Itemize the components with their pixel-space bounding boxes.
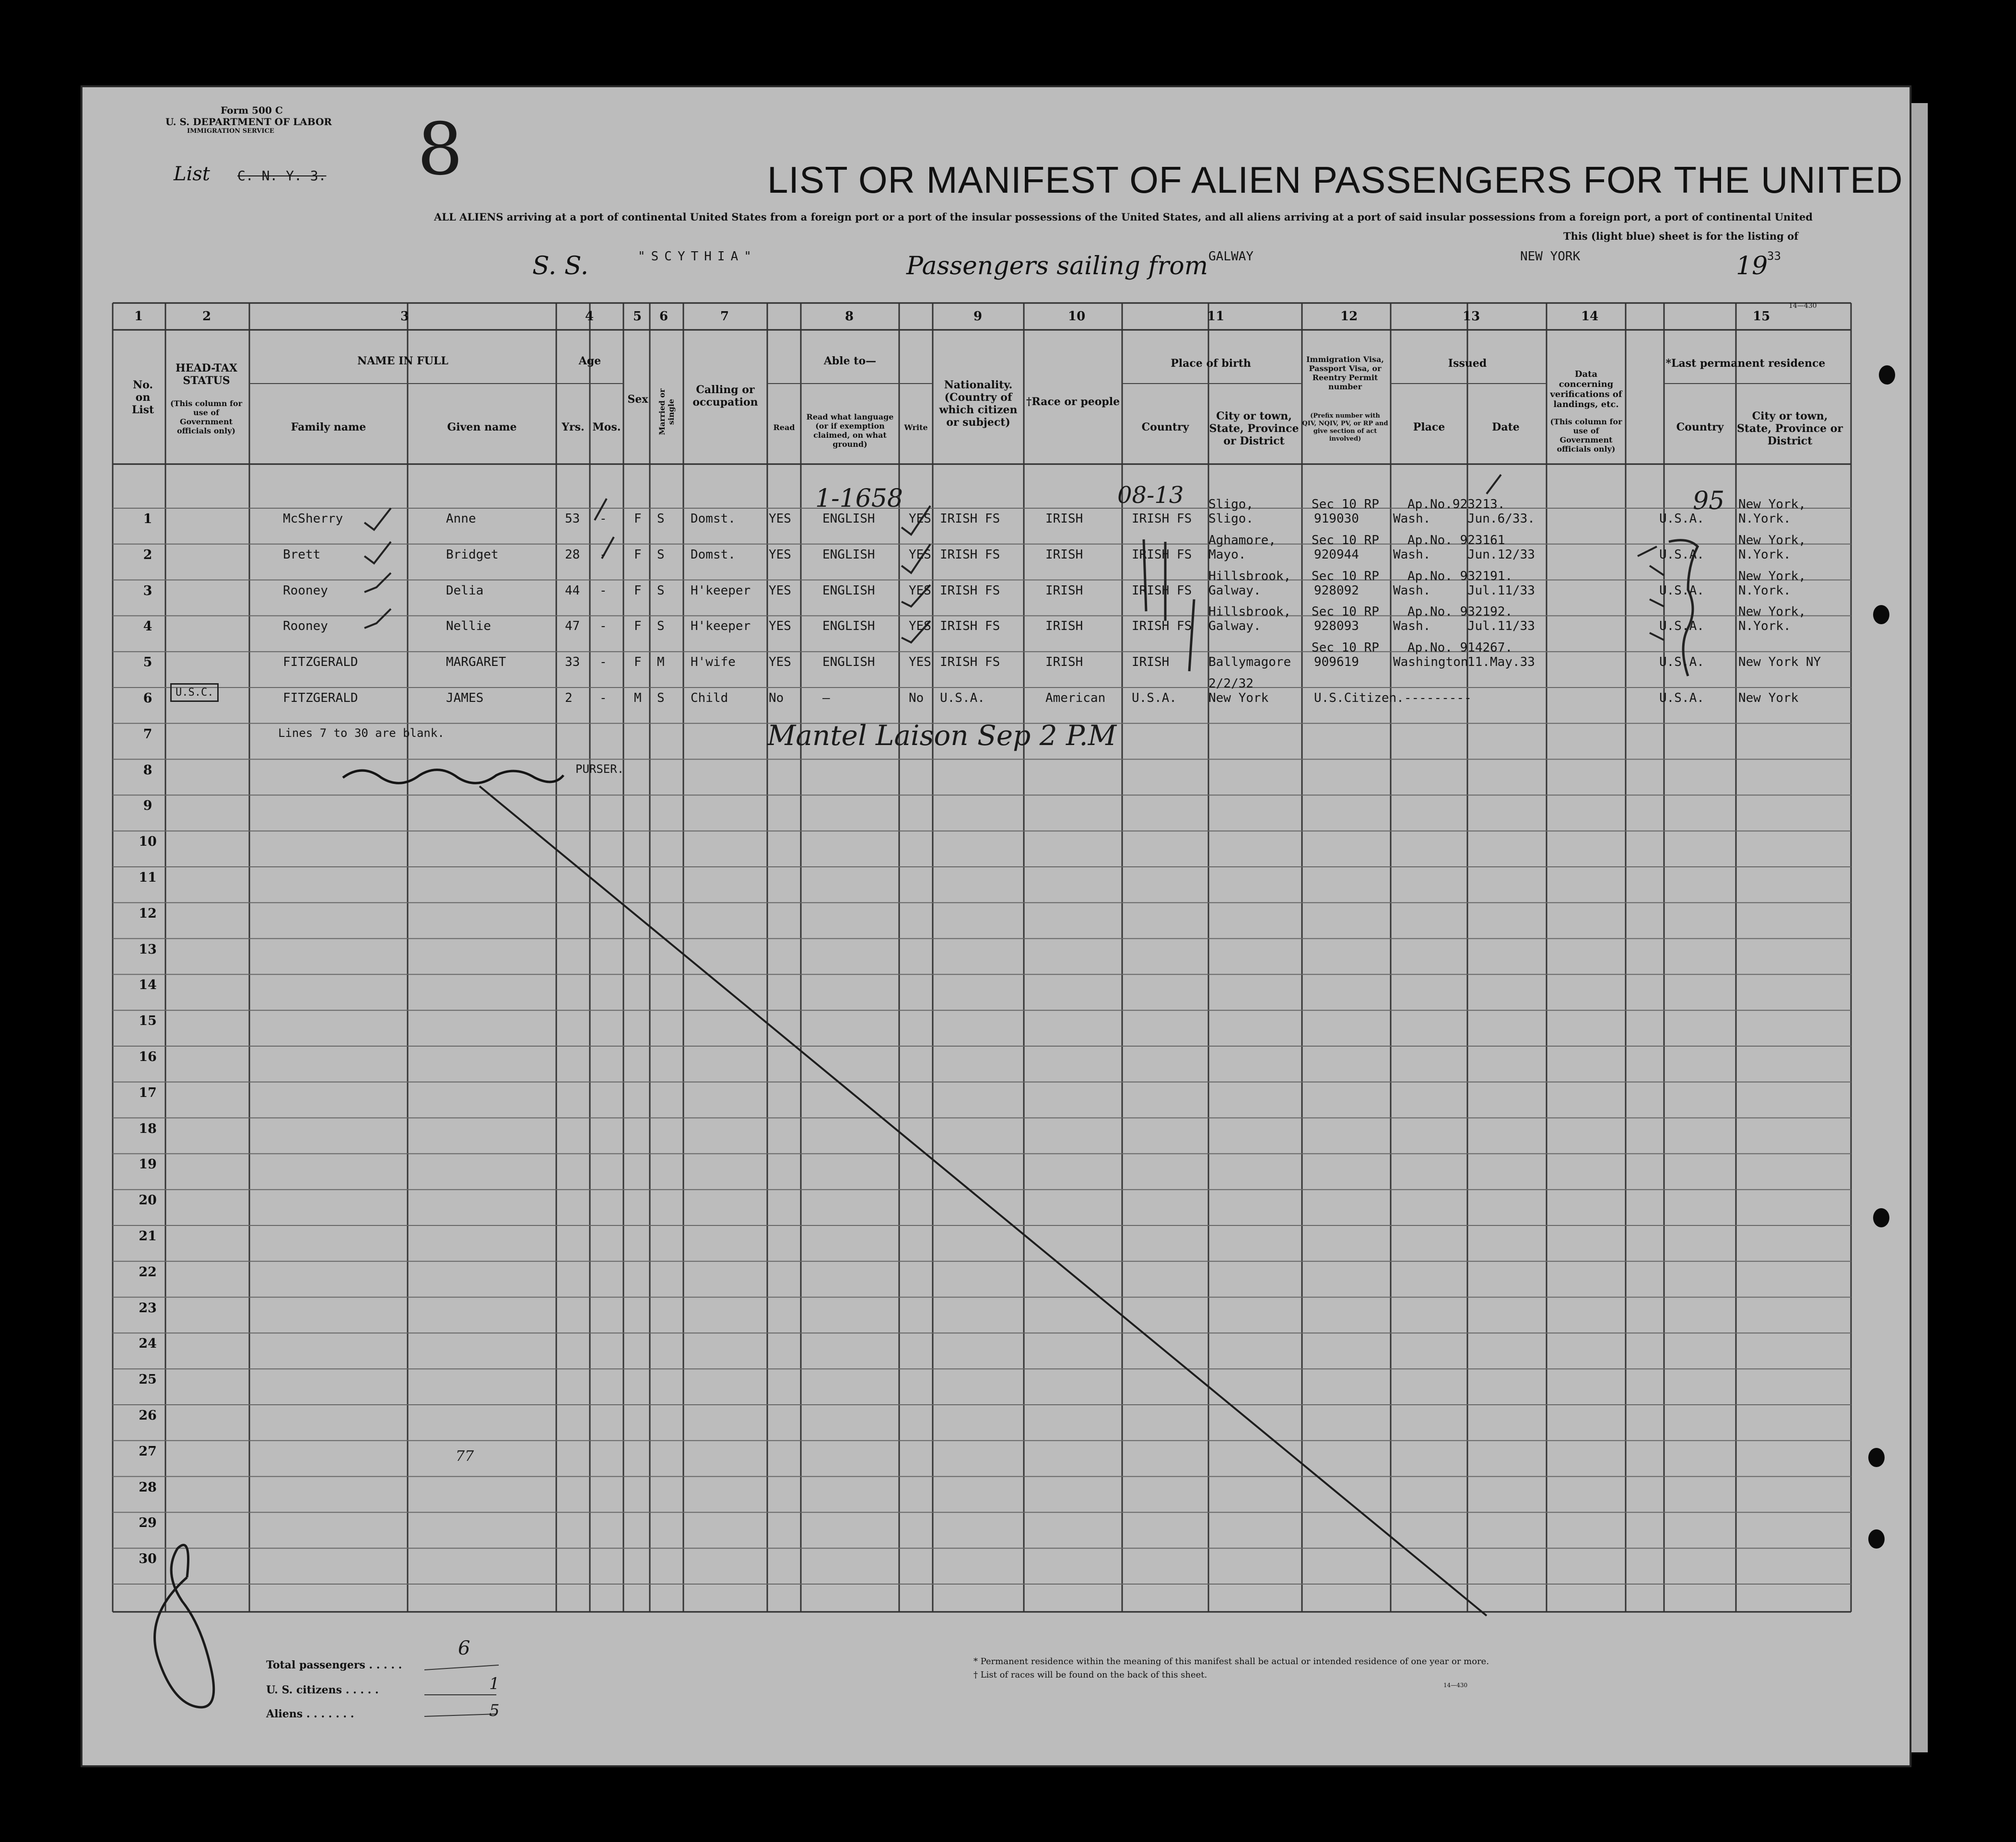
marital-status-cell: M bbox=[657, 655, 665, 670]
department: U. S. DEPARTMENT OF LABOR bbox=[165, 116, 332, 128]
age-months-cell: - bbox=[599, 691, 607, 705]
read-cell: YES bbox=[769, 583, 791, 598]
header-verification-note: (This column for use of Government officials only) bbox=[1550, 417, 1622, 454]
residence-city-line1-cell: New York, bbox=[1738, 569, 1806, 583]
line-number: 16 bbox=[139, 1049, 157, 1064]
header-age: Age bbox=[578, 355, 601, 367]
line-number: 20 bbox=[139, 1193, 157, 1208]
residence-country-cell: U.S.A. bbox=[1659, 691, 1704, 705]
year-prefix: 19 bbox=[1736, 252, 1768, 280]
form-code-top: 14—430 bbox=[1789, 302, 1817, 310]
line-number: 10 bbox=[139, 834, 157, 850]
issued-place-cell: Washington bbox=[1393, 655, 1468, 670]
line-number: 29 bbox=[139, 1516, 157, 1531]
line-number: 15 bbox=[139, 1014, 157, 1029]
residence-city-line2-cell: N.York. bbox=[1738, 512, 1791, 526]
visa-line1-cell: Sec 10 RP bbox=[1312, 569, 1379, 583]
header-issued: Issued bbox=[1448, 357, 1487, 370]
form-number: Form 500 C bbox=[221, 105, 283, 116]
handwritten-code: 1-1658 bbox=[815, 484, 903, 513]
head-tax-stamp: U.S.C. bbox=[170, 683, 219, 702]
language-cell: ENGLISH bbox=[822, 512, 875, 526]
age-years-cell: 44 bbox=[565, 583, 580, 598]
line-number: 19 bbox=[139, 1157, 157, 1172]
visa-line1-cell: Sec 10 RP bbox=[1312, 497, 1379, 512]
page-title: LIST OR MANIFEST OF ALIEN PASSENGERS FOR THE UNITED bbox=[767, 159, 1903, 201]
family-name-cell: Rooney bbox=[283, 619, 328, 634]
line-number: 3 bbox=[143, 583, 152, 598]
language-cell: ENGLISH bbox=[822, 583, 875, 598]
issued-ap-number-cell: Ap.No. 932191. bbox=[1407, 569, 1513, 583]
write-cell: YES bbox=[909, 583, 931, 598]
subtitle-line2: This (light blue) sheet is for the listing of bbox=[1563, 230, 1799, 242]
us-citizens-value: 1 bbox=[489, 1674, 500, 1693]
header-nationality: Nationality. (Country of which citizen or subject) bbox=[939, 379, 1018, 429]
birth-city-line1-cell: Hillsbrook, bbox=[1208, 605, 1291, 619]
residence-country-cell: U.S.A. bbox=[1659, 655, 1704, 670]
aliens-label: Aliens . . . . . . . bbox=[266, 1708, 354, 1720]
race-cell: American bbox=[1045, 691, 1106, 705]
birth-city-line1-cell: Aghamore, bbox=[1208, 533, 1276, 548]
language-cell: ENGLISH bbox=[822, 619, 875, 634]
line-number: 1 bbox=[143, 512, 152, 526]
visa-number-cell: U.S.Citizen.--------- bbox=[1314, 691, 1472, 705]
sex-cell: M bbox=[634, 691, 642, 705]
nationality-cell: IRISH FS bbox=[940, 547, 1000, 562]
column-number: 4 bbox=[585, 309, 594, 324]
family-name-cell: Brett bbox=[283, 547, 321, 562]
given-name-cell: MARGARET bbox=[446, 655, 506, 670]
read-cell: YES bbox=[769, 512, 791, 526]
line-number: 22 bbox=[139, 1264, 157, 1280]
header-given-name: Given name bbox=[447, 421, 517, 433]
list-value: C. N. Y. 3. bbox=[237, 168, 327, 184]
race-cell: IRISH bbox=[1045, 619, 1083, 634]
header-issued-place: Place bbox=[1413, 421, 1445, 433]
read-cell: YES bbox=[769, 619, 791, 634]
header-married: Married or single bbox=[657, 388, 676, 435]
residence-country-cell: U.S.A. bbox=[1659, 583, 1704, 598]
family-name-cell: FITZGERALD bbox=[283, 655, 358, 670]
column-number: 12 bbox=[1340, 309, 1358, 324]
age-years-cell: 28 bbox=[565, 547, 580, 562]
column-number: 10 bbox=[1068, 309, 1086, 324]
language-cell: — bbox=[822, 691, 830, 705]
birth-country-cell: IRISH FS bbox=[1132, 512, 1192, 526]
birth-country-cell: U.S.A. bbox=[1132, 691, 1177, 705]
line-number: 6 bbox=[143, 691, 152, 706]
header-calling: Calling or occupation bbox=[692, 384, 758, 408]
birth-city-line1-cell: Hillsbrook, bbox=[1208, 569, 1291, 583]
issued-date-cell: Jun.12/33 bbox=[1467, 547, 1535, 562]
read-cell: No bbox=[769, 691, 784, 705]
marital-status-cell: S bbox=[657, 691, 665, 705]
given-name-cell: Anne bbox=[446, 512, 476, 526]
service: IMMIGRATION SERVICE bbox=[187, 128, 274, 135]
visa-number-cell: 909619 bbox=[1314, 655, 1359, 670]
residence-city-line2-cell: N.York. bbox=[1738, 547, 1791, 562]
column-number: 3 bbox=[400, 309, 410, 324]
age-years-cell: 33 bbox=[565, 655, 580, 670]
ship-name: "SCYTHIA" bbox=[638, 249, 757, 264]
visa-number-cell: 920944 bbox=[1314, 547, 1359, 562]
totals-underline bbox=[424, 1665, 499, 1716]
handwritten-residence-code: 95 bbox=[1693, 487, 1725, 515]
sex-cell: F bbox=[634, 655, 642, 670]
sex-cell: F bbox=[634, 583, 642, 598]
family-name-cell: McSherry bbox=[283, 512, 343, 526]
write-cell: YES bbox=[909, 547, 931, 562]
visa-number-cell: 919030 bbox=[1314, 512, 1359, 526]
checkmark-icon bbox=[364, 609, 391, 628]
age-months-cell: - bbox=[599, 619, 607, 634]
line-number: 24 bbox=[139, 1336, 157, 1352]
residence-city-line2-cell: New York NY bbox=[1738, 655, 1821, 670]
header-sex: Sex bbox=[627, 393, 648, 406]
column-number: 11 bbox=[1207, 309, 1225, 324]
header-yrs: Yrs. bbox=[562, 421, 585, 433]
line-number: 23 bbox=[139, 1300, 157, 1316]
language-cell: ENGLISH bbox=[822, 655, 875, 670]
read-cell: YES bbox=[769, 655, 791, 670]
occupation-cell: Domst. bbox=[691, 547, 736, 562]
issued-place-cell: Wash. bbox=[1393, 512, 1431, 526]
line-number: 8 bbox=[143, 762, 152, 778]
column-number: 8 bbox=[845, 309, 854, 324]
checkmark-icon bbox=[364, 542, 391, 563]
column-number: 7 bbox=[720, 309, 729, 324]
line-number: 13 bbox=[139, 942, 157, 957]
column-number: 5 bbox=[633, 309, 642, 324]
birth-city-line2-cell: Sligo. bbox=[1208, 512, 1254, 526]
line-number: 27 bbox=[139, 1444, 157, 1459]
line-number: 26 bbox=[139, 1408, 157, 1423]
occupation-cell: H'wife bbox=[691, 655, 736, 670]
family-name-cell: FITZGERALD bbox=[283, 691, 358, 705]
age-months-cell: - bbox=[599, 655, 607, 670]
nationality-cell: IRISH FS bbox=[940, 655, 1000, 670]
header-mos: Mos. bbox=[592, 421, 621, 433]
age-years-cell: 47 bbox=[565, 619, 580, 634]
header-name-in-full: NAME IN FULL bbox=[357, 355, 448, 367]
age-months-cell: - bbox=[599, 547, 607, 562]
sex-cell: F bbox=[634, 512, 642, 526]
line-number: 14 bbox=[139, 978, 157, 993]
column-number: 2 bbox=[202, 309, 211, 324]
write-cell: YES bbox=[909, 655, 931, 670]
year-suffix: 33 bbox=[1767, 249, 1781, 263]
arrival-port: NEW YORK bbox=[1520, 249, 1581, 264]
list-label: List bbox=[174, 163, 210, 185]
line-number: 2 bbox=[143, 547, 152, 562]
header-verification: Data concerning verifications of landings, etc. bbox=[1550, 369, 1622, 409]
visa-number-cell: 928093 bbox=[1314, 619, 1359, 634]
line-number: 12 bbox=[139, 906, 157, 921]
age-months-cell: - bbox=[599, 583, 607, 598]
column-number: 6 bbox=[659, 309, 668, 324]
residence-city-line2-cell: N.York. bbox=[1738, 619, 1791, 634]
purser-label: PURSER. bbox=[575, 762, 624, 776]
visa-number-cell: 928092 bbox=[1314, 583, 1359, 598]
residence-country-cell: U.S.A. bbox=[1659, 619, 1704, 634]
line-number: 11 bbox=[139, 870, 157, 885]
birth-country-cell: IRISH FS bbox=[1132, 547, 1192, 562]
birth-city-line2-cell: Galway. bbox=[1208, 619, 1261, 634]
header-no-on-list: No. on List bbox=[131, 379, 154, 416]
footnote-permanent: * Permanent residence within the meaning of this manifest shall be actual or intended residence of one year or more. bbox=[973, 1656, 1489, 1667]
write-cell: YES bbox=[909, 512, 931, 526]
nationality-cell: IRISH FS bbox=[940, 619, 1000, 634]
line-number: 17 bbox=[139, 1085, 157, 1100]
birth-city-line2-cell: Galway. bbox=[1208, 583, 1261, 598]
marital-status-cell: S bbox=[657, 619, 665, 634]
header-visa-note: (Prefix number with QIV, NQIV, PV, or RP and give section of act involved) bbox=[1302, 412, 1388, 443]
subtitle-line1: ALL ALIENS arriving at a port of continental United States from a foreign port or a port of the insular possessions of the United States, and all aliens arriving at a port of said insular possessions from a foreign port, a port of continental United bbox=[434, 211, 1813, 223]
residence-country-cell: U.S.A. bbox=[1659, 547, 1704, 562]
cancel-line bbox=[480, 786, 1487, 1616]
residence-city-line1-cell: New York, bbox=[1738, 533, 1806, 548]
header-read: Read bbox=[773, 423, 795, 432]
header-place-of-birth: Place of birth bbox=[1171, 357, 1251, 370]
header-birth-country: Country bbox=[1141, 421, 1189, 433]
list-handwritten-number: 8 bbox=[417, 108, 463, 191]
residence-country-cell: U.S.A. bbox=[1659, 512, 1704, 526]
line-number: 9 bbox=[143, 798, 152, 814]
header-birth-city: City or town, State, Province or District bbox=[1209, 410, 1299, 447]
sailing-label: Passengers sailing from bbox=[906, 252, 1208, 280]
header-read-language: Read what language (or if exemption claimed, on what ground) bbox=[806, 412, 894, 449]
checkmark-icon bbox=[364, 508, 391, 530]
marital-status-cell: S bbox=[657, 547, 665, 562]
given-name-cell: Bridget bbox=[446, 547, 499, 562]
issued-ap-number-cell: Ap.No.923213. bbox=[1407, 497, 1505, 512]
occupation-cell: H'keeper bbox=[691, 619, 751, 634]
line-number: 21 bbox=[139, 1229, 157, 1244]
birth-city-line1-cell: 2/2/32 bbox=[1208, 676, 1254, 691]
issued-place-cell: Wash. bbox=[1393, 583, 1431, 598]
nationality-cell: U.S.A. bbox=[940, 691, 985, 705]
birth-city-line2-cell: New York bbox=[1208, 691, 1269, 705]
sailing-from: GALWAY bbox=[1208, 249, 1254, 264]
occupation-cell: H'keeper bbox=[691, 583, 751, 598]
column-number: 9 bbox=[973, 309, 983, 324]
visa-line1-cell: Sec 10 RP bbox=[1312, 533, 1379, 548]
header-head-tax-note: (This column for use of Government officials only) bbox=[170, 399, 243, 435]
sex-cell: F bbox=[634, 619, 642, 634]
issued-ap-number-cell: Ap.No. 923161 bbox=[1407, 533, 1505, 548]
given-name-cell: Nellie bbox=[446, 619, 491, 634]
visa-line1-cell: Sec 10 RP bbox=[1312, 641, 1379, 655]
line-number: 28 bbox=[139, 1480, 157, 1495]
issued-date-cell: 11.May.33 bbox=[1467, 655, 1535, 670]
age-months-cell: - bbox=[599, 512, 607, 526]
officer-signature: Mantel Laison Sep 2 P.M bbox=[767, 719, 1117, 752]
birth-city-line2-cell: Mayo. bbox=[1208, 547, 1246, 562]
line-number: 5 bbox=[143, 655, 152, 670]
column-number: 15 bbox=[1753, 309, 1770, 324]
header-res-country: Country bbox=[1676, 421, 1724, 433]
occupation-cell: Domst. bbox=[691, 512, 736, 526]
marital-status-cell: S bbox=[657, 583, 665, 598]
aliens-value: 5 bbox=[489, 1701, 500, 1720]
ss-label: S. S. bbox=[532, 252, 589, 280]
issued-date-cell: Jul.11/33 bbox=[1467, 583, 1535, 598]
us-citizens-label: U. S. citizens . . . . . bbox=[266, 1684, 379, 1696]
line-number: 7 bbox=[143, 726, 152, 742]
nationality-cell: IRISH FS bbox=[940, 512, 1000, 526]
line-number: 30 bbox=[139, 1551, 157, 1567]
residence-city-line1-cell: New York, bbox=[1738, 497, 1806, 512]
nationality-cell: IRISH FS bbox=[940, 583, 1000, 598]
issued-place-cell: Wash. bbox=[1393, 619, 1431, 634]
header-able-to: Able to— bbox=[823, 355, 877, 367]
birth-country-cell: IRISH bbox=[1132, 655, 1170, 670]
birth-city-line2-cell: Ballymagore bbox=[1208, 655, 1291, 670]
residence-city-line1-cell: New York, bbox=[1738, 605, 1806, 619]
stray-mark: 77 bbox=[456, 1448, 474, 1465]
header-head-tax: HEAD-TAX STATUS bbox=[176, 362, 237, 387]
issued-ap-number-cell: Ap.No. 932192. bbox=[1407, 605, 1513, 619]
column-number: 13 bbox=[1463, 309, 1480, 324]
race-cell: IRISH bbox=[1045, 583, 1083, 598]
header-last-residence: *Last permanent residence bbox=[1665, 357, 1826, 370]
column-number: 14 bbox=[1581, 309, 1599, 324]
sex-cell: F bbox=[634, 547, 642, 562]
residence-city-line2-cell: N.York. bbox=[1738, 583, 1791, 598]
line-number: 25 bbox=[139, 1372, 157, 1387]
given-name-cell: JAMES bbox=[446, 691, 484, 705]
race-cell: IRISH bbox=[1045, 512, 1083, 526]
issued-ap-number-cell: Ap.No. 914267. bbox=[1407, 641, 1513, 655]
language-cell: ENGLISH bbox=[822, 547, 875, 562]
checkmark-icon bbox=[364, 573, 391, 592]
line-number: 18 bbox=[139, 1121, 157, 1136]
residence-city-line2-cell: New York bbox=[1738, 691, 1799, 705]
blank-note: Lines 7 to 30 are blank. bbox=[278, 726, 445, 740]
issued-date-cell: Jun.6/33. bbox=[1467, 512, 1535, 526]
header-res-city: City or town, State, Province or District bbox=[1736, 410, 1843, 447]
write-cell: No bbox=[909, 691, 924, 705]
margin-eight bbox=[155, 1545, 214, 1708]
occupation-cell: Child bbox=[691, 691, 728, 705]
marital-status-cell: S bbox=[657, 512, 665, 526]
family-name-cell: Rooney bbox=[283, 583, 328, 598]
purser-signature bbox=[343, 770, 563, 783]
write-cell: YES bbox=[909, 619, 931, 634]
header-write: Write bbox=[904, 423, 928, 432]
column-number: 1 bbox=[134, 309, 143, 324]
age-years-cell: 2 bbox=[565, 691, 573, 705]
header-family-name: Family name bbox=[291, 421, 366, 433]
birth-city-line1-cell: Sligo, bbox=[1208, 497, 1254, 512]
issued-place-cell: Wash. bbox=[1393, 547, 1431, 562]
header-race: †Race or people bbox=[1026, 396, 1120, 408]
total-passengers-value: 6 bbox=[458, 1637, 470, 1659]
visa-line1-cell: Sec 10 RP bbox=[1312, 605, 1379, 619]
race-cell: IRISH bbox=[1045, 547, 1083, 562]
issued-date-cell: Jul.11/33 bbox=[1467, 619, 1535, 634]
read-cell: YES bbox=[769, 547, 791, 562]
header-issued-date: Date bbox=[1492, 421, 1520, 433]
total-passengers-label: Total passengers . . . . . bbox=[266, 1659, 402, 1671]
birth-country-cell: IRISH FS bbox=[1132, 619, 1192, 634]
given-name-cell: Delia bbox=[446, 583, 484, 598]
age-years-cell: 53 bbox=[565, 512, 580, 526]
header-visa: Immigration Visa, Passport Visa, or Reentry Permit number bbox=[1306, 355, 1384, 391]
handwritten-birth-code: 08-13 bbox=[1117, 482, 1184, 509]
line-number: 4 bbox=[143, 619, 152, 634]
footnote-races: † List of races will be found on the back of this sheet. bbox=[973, 1670, 1207, 1680]
birth-country-cell: IRISH FS bbox=[1132, 583, 1192, 598]
form-code-bottom: 14—430 bbox=[1443, 1682, 1468, 1689]
race-cell: IRISH bbox=[1045, 655, 1083, 670]
